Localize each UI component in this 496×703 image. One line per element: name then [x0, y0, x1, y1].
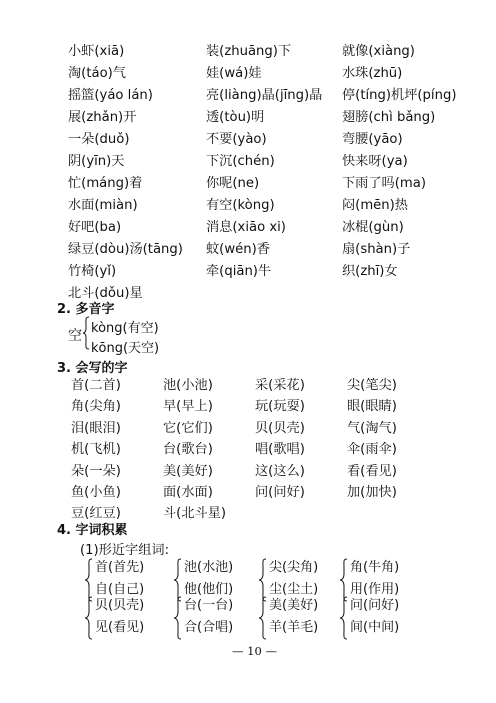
similar-char-word: 池(水池) [184, 560, 234, 575]
similar-char-group [258, 595, 338, 641]
write-item: 看(看见) [347, 463, 397, 479]
write-item: 鱼(小鱼) [71, 484, 121, 500]
similar-char-word: 他(他们) [184, 582, 234, 597]
similar-char-word: 美(美好) [269, 598, 319, 613]
similar-char-word: 问(问好) [350, 598, 400, 613]
write-item: 泪(眼泪) [71, 420, 121, 436]
vocab-item: 淘(táo)气 [68, 66, 126, 81]
similar-char-word: 贝(贝壳) [95, 598, 145, 613]
vocab-item: 蚊(wén)香 [206, 242, 270, 257]
brace-icon [84, 596, 93, 640]
vocab-item: 下沉(chén) [206, 154, 275, 169]
vocab-item: 亮(liàng)晶(jīng)晶 [206, 88, 323, 103]
vocab-item: 织(zhī)女 [342, 264, 398, 279]
vocab-item: 好吧(ba) [68, 220, 122, 235]
section-3-heading: 3. 会写的字 [57, 361, 128, 376]
vocab-item: 有空(kòng) [206, 198, 275, 213]
vocab-column-2 [206, 41, 322, 283]
page-number: — 10 — [232, 644, 277, 658]
vocab-item: 透(tòu)明 [206, 110, 265, 125]
write-item: 这(这么) [255, 463, 305, 479]
polyphonic-reading: kōng(天空) [91, 341, 160, 356]
write-item: 唱(歌唱) [255, 442, 305, 458]
write-column-1 [71, 375, 121, 525]
vocab-item: 停(tíng)机坪(píng) [342, 88, 457, 103]
write-item: 尖(笔尖) [347, 378, 397, 393]
vocab-item: 闷(mēn)热 [342, 198, 408, 213]
write-item: 首(二首) [71, 378, 121, 393]
similar-char-word: 尘(尘土) [269, 582, 319, 597]
vocab-item: 快来呀(ya) [342, 154, 408, 169]
vocab-item: 小虾(xiā) [68, 44, 125, 59]
write-item: 美(美好) [163, 463, 213, 479]
write-item: 贝(贝壳) [255, 420, 305, 436]
vocab-item: 冰棍(gùn) [342, 220, 404, 235]
write-item: 早(早上) [163, 399, 213, 415]
brace-icon [82, 316, 90, 350]
vocab-item: 你呢(ne) [206, 176, 260, 191]
brace-icon [339, 596, 348, 640]
vocab-item: 扇(shàn)子 [342, 242, 411, 257]
write-item: 角(尖角) [71, 399, 121, 415]
vocab-item: 阴(yīn)天 [68, 154, 125, 169]
vocab-item: 展(zhǎn)开 [68, 110, 137, 125]
write-item: 问(问好) [255, 484, 305, 500]
vocab-item: 不要(yào) [206, 132, 267, 147]
vocab-item: 弯腰(yāo) [342, 132, 403, 147]
write-item: 玩(玩耍) [255, 399, 305, 415]
write-item: 台(歌台) [163, 442, 213, 458]
write-item: 气(淘气) [347, 420, 397, 436]
similar-char-word: 羊(羊毛) [269, 620, 319, 635]
vocab-item: 娃(wá)娃 [206, 66, 262, 81]
vocab-item: 摇篮(yáo lán) [68, 88, 153, 103]
vocab-item: 水面(miàn) [68, 198, 138, 213]
similar-char-word: 见(看见) [95, 620, 145, 635]
write-item: 机(飞机) [71, 442, 121, 458]
section-2-heading: 2. 多音字 [57, 302, 115, 317]
vocab-item: 忙(máng)着 [68, 176, 143, 191]
write-column-4 [347, 375, 397, 503]
vocab-item: 下雨了吗(ma) [342, 176, 426, 191]
similar-char-group [173, 595, 253, 641]
vocab-item: 竹椅(yǐ) [68, 264, 117, 279]
similar-char-word: 台(一台) [184, 598, 234, 613]
brace-icon [258, 596, 267, 640]
vocab-item: 牵(qiān)牛 [206, 264, 272, 279]
polyphonic-character: 空 [68, 328, 82, 344]
vocab-item: 消息(xiāo xi) [206, 220, 286, 235]
vocab-item: 就像(xiàng) [342, 44, 415, 59]
vocab-item: 装(zhuāng)下 [206, 44, 292, 59]
write-item: 眼(眼睛) [347, 399, 397, 415]
similar-char-word: 尖(尖角) [269, 560, 319, 575]
vocab-column-1 [68, 41, 183, 305]
write-item: 面(水面) [163, 484, 213, 500]
vocab-item: 北斗(dǒu)星 [68, 286, 143, 301]
similar-char-word: 用(作用) [350, 582, 400, 597]
similar-char-word: 角(牛角) [350, 560, 400, 575]
similar-char-word: 合(合唱) [184, 620, 234, 635]
brace-icon [173, 596, 182, 640]
write-item: 加(加快) [347, 484, 397, 500]
similar-char-word: 自(自己) [95, 582, 145, 597]
similar-char-group [84, 595, 164, 641]
write-item: 伞(雨伞) [347, 442, 397, 458]
write-column-3 [255, 375, 305, 503]
similar-char-word: 首(首先) [95, 560, 145, 575]
write-item: 池(小池) [163, 378, 213, 393]
write-item: 朵(一朵) [71, 463, 121, 479]
vocab-column-3 [342, 41, 456, 283]
write-column-2 [163, 375, 226, 525]
section-4-heading: 4. 字词积累 [57, 523, 128, 538]
write-item: 采(采花) [255, 378, 305, 393]
similar-char-word: 间(中间) [350, 620, 400, 635]
vocab-item: 绿豆(dòu)汤(tāng) [68, 242, 183, 257]
write-item: 豆(红豆) [71, 506, 121, 522]
vocab-item: 一朵(duǒ) [68, 132, 130, 147]
section-4-subtitle: (1)形近字组词: [80, 543, 170, 558]
polyphonic-reading: kòng(有空) [91, 321, 159, 336]
similar-char-group [339, 595, 419, 641]
vocab-item: 翅膀(chì bǎng) [342, 110, 436, 125]
write-item: 斗(北斗星) [163, 506, 227, 522]
write-item: 它(它们) [163, 420, 213, 436]
vocab-item: 水珠(zhū) [342, 66, 403, 81]
